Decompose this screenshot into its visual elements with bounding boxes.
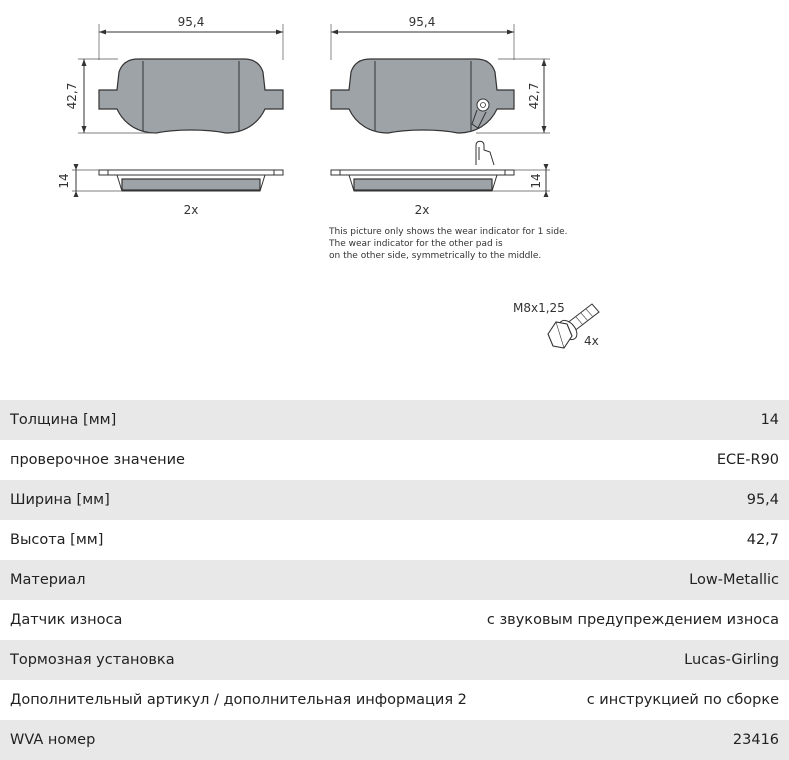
spec-value: с звуковым предупреждением износа: [477, 600, 789, 640]
spec-value: 14: [477, 400, 789, 440]
table-row: [0, 560, 789, 600]
left-thickness-label: 14: [57, 173, 71, 189]
spec-value: Low-Metallic: [477, 560, 789, 600]
spec-value: 42,7: [477, 520, 789, 560]
technical-drawing: [0, 0, 696, 390]
spec-value: с инструкцией по сборке: [477, 680, 789, 720]
table-row: [0, 400, 789, 440]
spec-label: Высота [мм]: [0, 520, 477, 560]
spec-label: Материал: [0, 560, 477, 600]
table-row: [0, 680, 789, 720]
spec-label: Толщина [мм]: [0, 400, 477, 440]
spec-label: Датчик износа: [0, 600, 477, 640]
left-height-label: 42,7: [65, 82, 79, 110]
table-row: [0, 720, 789, 760]
left-pad-side-view: [57, 164, 283, 217]
spec-value: Lucas-Girling: [477, 640, 789, 680]
left-pad-top-view: [65, 15, 283, 133]
table-row: [0, 600, 789, 640]
spec-label: Ширина [мм]: [0, 480, 477, 520]
specs-table: [0, 400, 789, 760]
note-line-2: The wear indicator for the other pad is: [329, 239, 503, 249]
right-thickness-label: 14: [529, 173, 543, 189]
right-pad-side-view: [331, 141, 550, 217]
left-width-label: 95,4: [177, 15, 205, 29]
spec-value: 95,4: [477, 480, 789, 520]
table-row: [0, 640, 789, 680]
left-qty-label: 2x: [183, 203, 199, 217]
bolt-spec-label: M8x1,25: [513, 301, 565, 315]
right-width-label: 95,4: [408, 15, 436, 29]
table-row: [0, 440, 789, 480]
bolt-qty-label: 4x: [584, 334, 599, 348]
bolt-drawing: [513, 301, 599, 348]
right-qty-label: 2x: [414, 203, 430, 217]
table-row: [0, 480, 789, 520]
spec-value: 23416: [477, 720, 789, 760]
note-line-3: on the other side, symmetrically to the middle.: [329, 251, 542, 261]
note-line-1: This picture only shows the wear indicator for 1 side.: [329, 227, 568, 237]
spec-label: WVA номер: [0, 720, 477, 760]
right-pad-top-view: [331, 15, 550, 133]
spec-value: ECE-R90: [477, 440, 789, 480]
spec-label: Тормозная установка: [0, 640, 477, 680]
spec-label: Дополнительный артикул / дополнительная информация 2: [0, 680, 477, 720]
table-row: [0, 520, 789, 560]
spec-label: проверочное значение: [0, 440, 477, 480]
wear-indicator-note: [328, 227, 567, 261]
right-height-label: 42,7: [527, 82, 541, 110]
